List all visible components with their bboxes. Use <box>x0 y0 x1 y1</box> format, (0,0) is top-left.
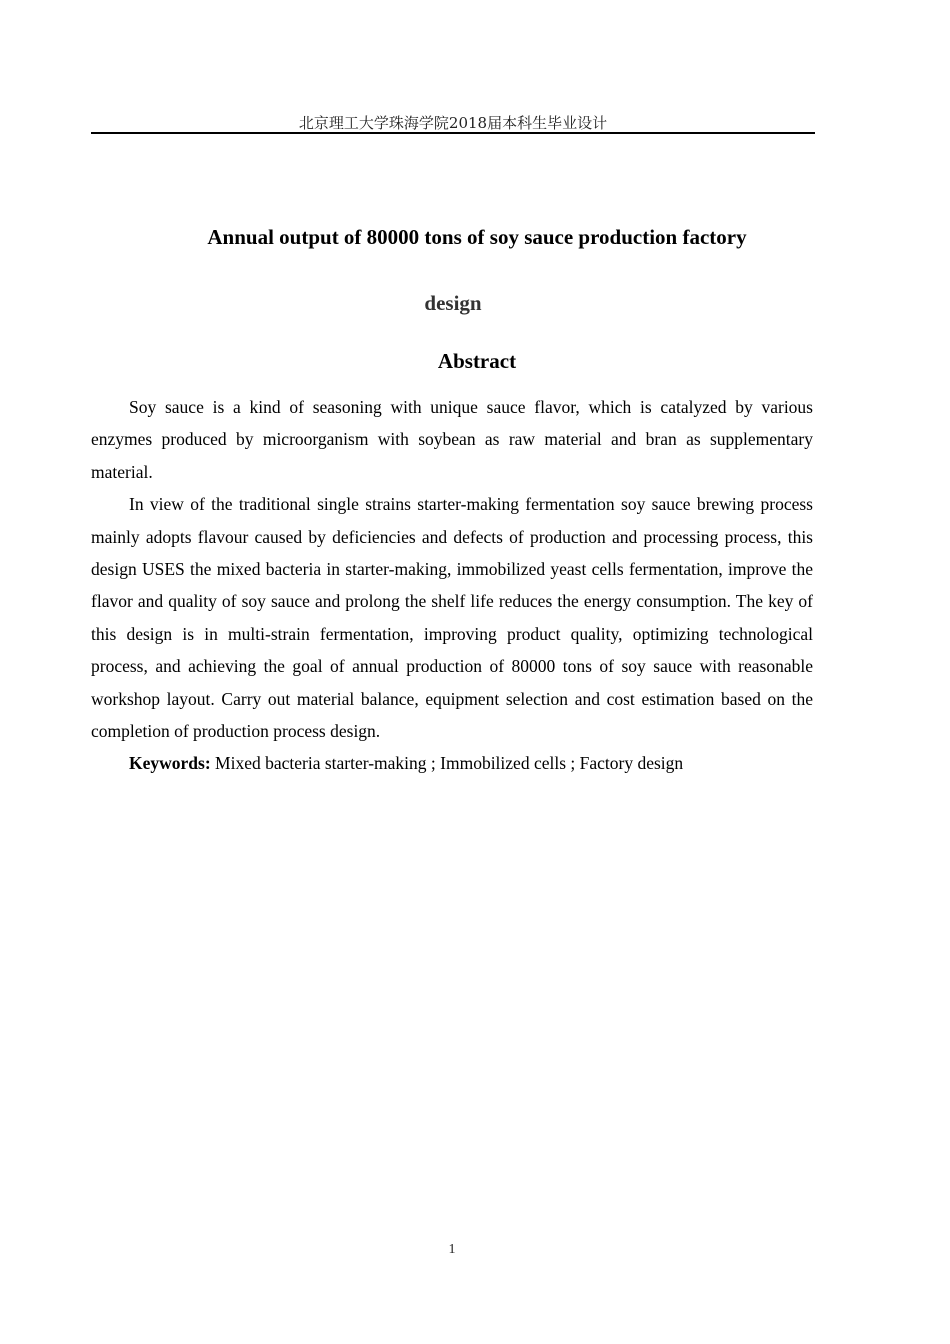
keywords-text: Mixed bacteria starter-making ; Immobilized cells ; Factory design <box>210 753 684 774</box>
header-rule <box>91 132 815 134</box>
running-header: 北京理工大学珠海学院2018届本科生毕业设计 <box>298 114 608 132</box>
page-number: 1 <box>448 1242 456 1257</box>
abstract-paragraph-1: Soy sauce is a kind of seasoning with unique sauce flavor, which is catalyzed by various enzymes produced by microorganism with soybean as raw material and bran as supplementary material. <box>91 397 813 482</box>
paper-title-line-2: design <box>424 291 482 315</box>
abstract-heading: Abstract <box>437 349 517 373</box>
abstract-body <box>91 391 813 780</box>
paper-title-line-1: Annual output of 80000 tons of soy sauce production factory <box>207 225 747 249</box>
abstract-paragraph-2: In view of the traditional single strains starter-making fermentation soy sauce brewing process mainly adopts flavour caused by deficiencies and defects of production and processing process, this design USES the mixed bacteria in starter-making, immobilized yeast cells fermentation, improve the flavor and quality of soy sauce and prolong the shelf life reduces the energy consumption. The key of this design is in multi-strain fermentation, improving product quality, optimizing technological process, and achieving the goal of annual production of 80000 tons of soy sauce with reasonable workshop layout. Carry out material balance, equipment selection and cost estimation based on the completion of production process design. <box>91 494 813 742</box>
keywords-label: Keywords: <box>129 753 211 774</box>
keywords-line <box>91 747 813 779</box>
